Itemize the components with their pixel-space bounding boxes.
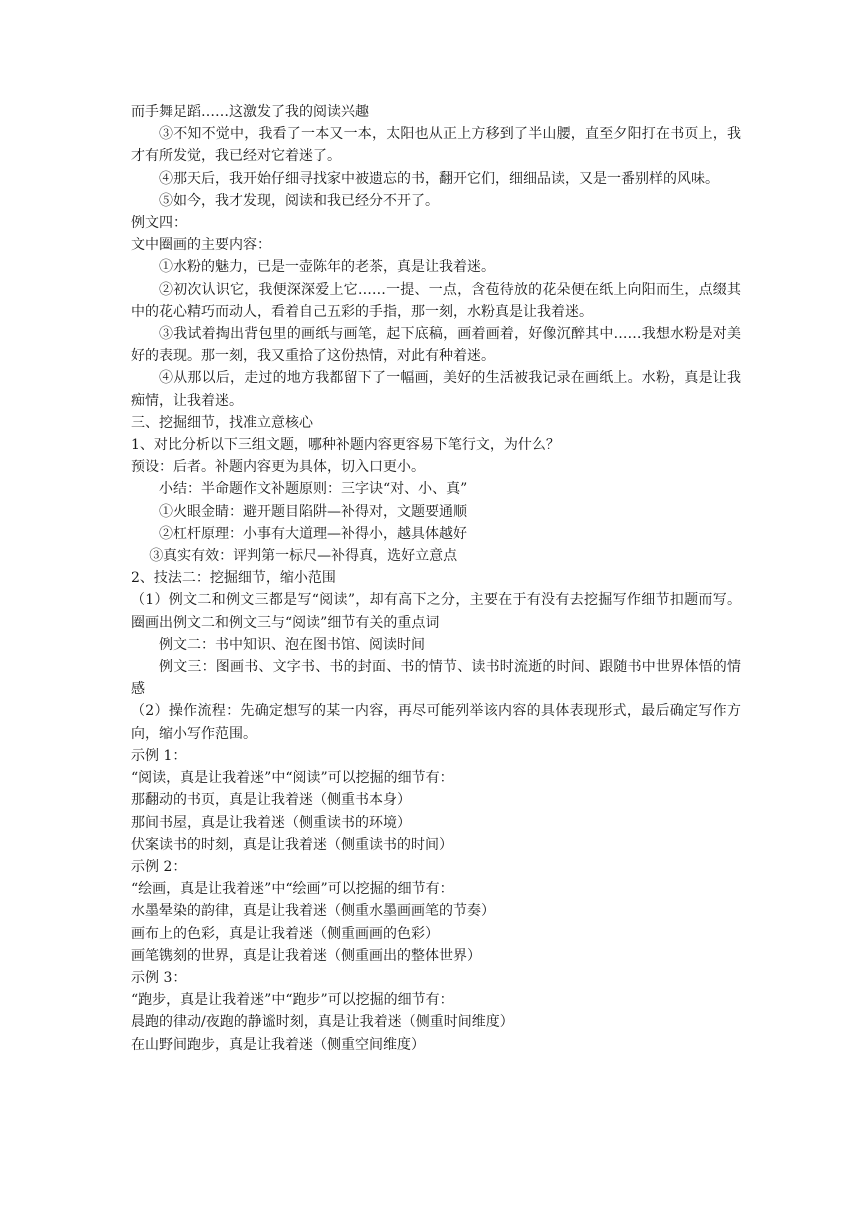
technique-two-heading: 2、技法二：挖掘细节，缩小范围: [131, 570, 336, 587]
example-three-keywords: 例文三：图画书、文字书、书的封面、书的情节、读书时流逝的时间、跟随书中世界体悟的情感: [131, 659, 741, 698]
example-four-heading: 例文四：: [131, 215, 187, 232]
document-page: [131, 101, 741, 1056]
sample-3-heading: 示例 3：: [131, 969, 187, 986]
example-four-item-4: ④从那以后，走过的地方我都留下了一幅画，美好的生活被我记录在画纸上。水粉，真是让我痴情，让我着迷。: [131, 370, 741, 409]
example-four-item-2: ②初次认识它，我便深深爱上它……一提、一点，含苞待放的花朵便在纸上向阳而生，点缀其中的花心精巧而动人，看着自己五彩的手指，那一刻，水粉真是让我着迷。: [131, 281, 741, 320]
sample-2-heading: 示例 2：: [131, 858, 187, 875]
question-1: 1、对比分析以下三组文题，哪种补题内容更容易下笔行文，为什么？: [131, 437, 560, 454]
principle-2: ②杠杆原理：小事有大道理—补得小，越具体越好: [159, 525, 467, 542]
sample-1-heading: 示例 1：: [131, 747, 187, 764]
sample-1-detail-3: 伏案读书的时刻，真是让我着迷（侧重读书的时间）: [131, 836, 453, 853]
main-content-label: 文中圈画的主要内容：: [131, 237, 271, 254]
sample-3-detail-2: 在山野间跑步，真是让我着迷（侧重空间维度）: [131, 1036, 425, 1053]
paragraph-item-5: ⑤如今，我才发现，阅读和我已经分不开了。: [159, 192, 439, 209]
sample-2-intro: “绘画，真是让我着迷”中“绘画”可以挖掘的细节有：: [131, 881, 454, 898]
sample-2-detail-2: 画布上的色彩，真是让我着迷（侧重画画的色彩）: [131, 925, 439, 942]
sample-2-detail-1: 水墨晕染的韵律，真是让我着迷（侧重水墨画画笔的节奏）: [131, 903, 495, 920]
paragraph-item-4: ④那天后，我开始仔细寻找家中被遗忘的书，翻开它们，细细品读，又是一番别样的风味。: [159, 170, 719, 187]
technique-step-1: （1）例文二和例文三都是写“阅读”，却有高下之分，主要在于有没有去挖掘写作细节扣题而写。圈画出例文二和例文三与“阅读”细节有关的重点词: [131, 592, 741, 631]
example-two-keywords: 例文二：书中知识、泡在图书馆、阅读时间: [159, 636, 425, 653]
sample-3-intro: “跑步，真是让我着迷”中“跑步”可以挖掘的细节有：: [131, 992, 454, 1009]
principle-3: ③真实有效：评判第一标尺—补得真，选好立意点: [149, 548, 458, 565]
section-three-heading: 三、挖掘细节，找准立意核心: [131, 414, 313, 431]
paragraph-continuation: 而手舞足蹈……这激发了我的阅读兴趣: [131, 104, 369, 120]
sample-1-detail-2: 那间书屋，真是让我着迷（侧重读书的环境）: [131, 814, 411, 831]
preset-answer: 预设：后者。补题内容更为具体，切入口更小。: [131, 459, 425, 476]
paragraph-item-3: ③不知不觉中，我看了一本又一本，太阳也从正上方移到了半山腰，直至夕阳打在书页上，我才有所发觉，我已经对它着迷了。: [131, 126, 741, 165]
example-four-item-1: ①水粉的魅力，已是一壶陈年的老茶，真是让我着迷。: [159, 259, 495, 276]
sample-1-intro: “阅读，真是让我着迷”中“阅读”可以挖掘的细节有：: [131, 770, 454, 787]
example-four-item-3: ③我试着掏出背包里的画纸与画笔，起下底稿，画着画着，好像沉醉其中……我想水粉是对美好的表现。那一刻，我又重拾了这份热情，对此有种着迷。: [131, 326, 741, 365]
sample-3-detail-1: 晨跑的律动/夜跑的静谧时刻，真是让我着迷（侧重时间维度）: [131, 1014, 514, 1031]
summary-line: 小结：半命题作文补题原则：三字诀“对、小、真”: [159, 481, 468, 498]
sample-1-detail-1: 那翻动的书页，真是让我着迷（侧重书本身）: [131, 792, 411, 809]
principle-1: ①火眼金睛：避开题目陷阱—补得对，文题要通顺: [159, 503, 467, 520]
sample-2-detail-3: 画笔镌刻的世界，真是让我着迷（侧重画出的整体世界）: [131, 947, 481, 964]
technique-step-2: （2）操作流程：先确定想写的某一内容，再尽可能列举该内容的具体表现形式，最后确定写作方向，缩小写作范围。: [131, 703, 741, 742]
